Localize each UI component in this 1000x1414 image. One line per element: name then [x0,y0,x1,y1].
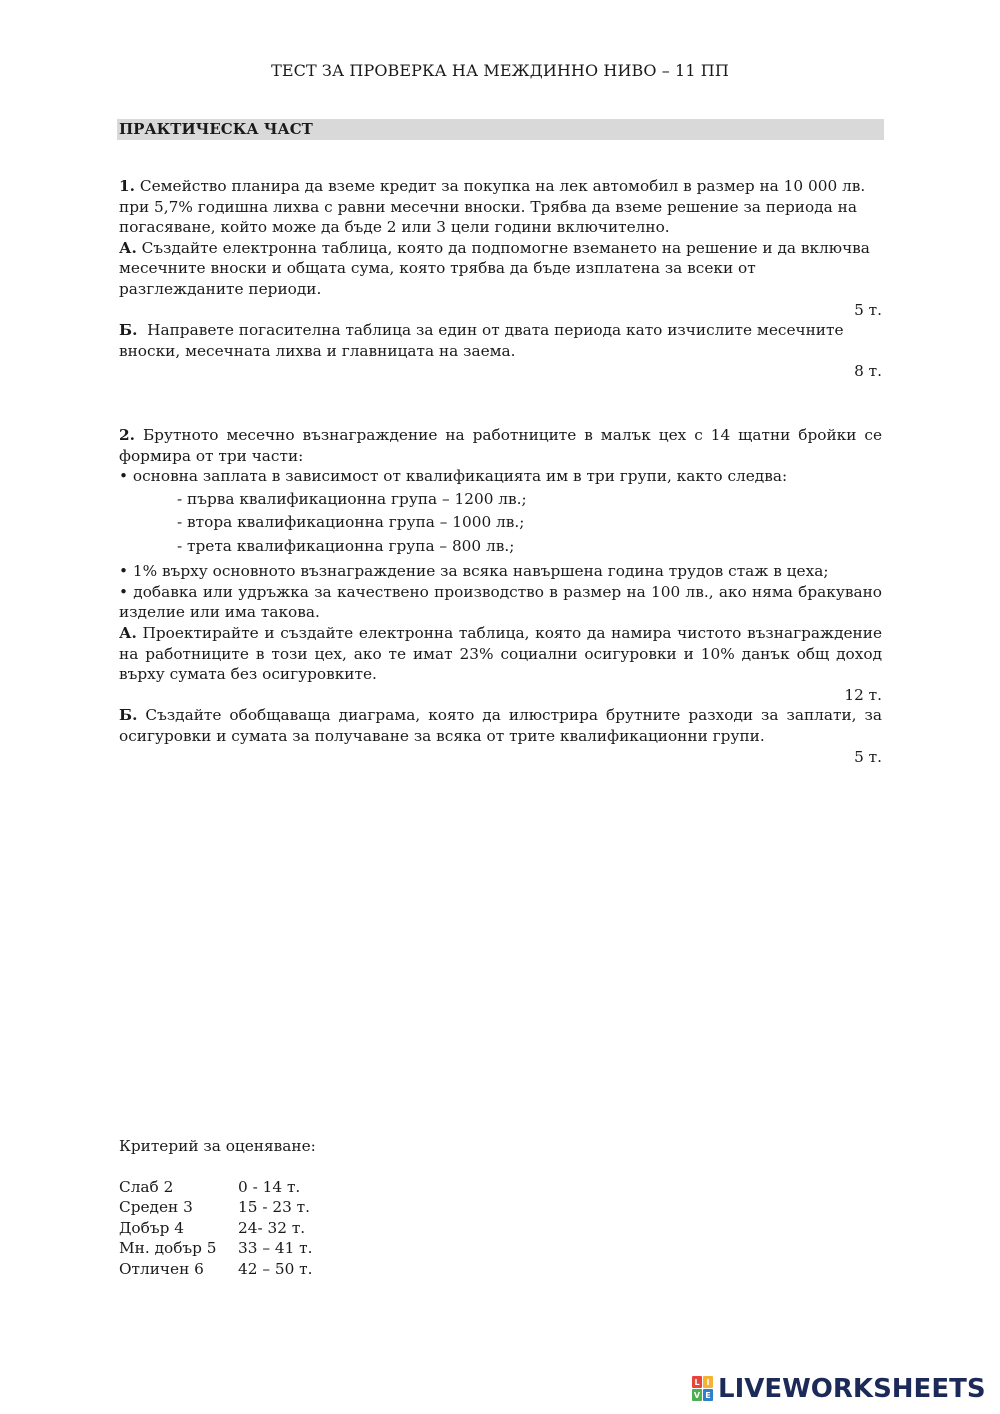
task-1-b-text: Направете погасителна таблица за един от двата периода като изчислите месечните вноски, месечната лихва и главницата на заема. [119,321,844,360]
svg-text:V: V [693,1391,701,1400]
page-title: ТЕСТ ЗА ПРОВЕРКА НА МЕЖДИННО НИВО – 11 ПП [271,61,729,80]
criteria-range: 42 – 50 т. [238,1259,313,1278]
task-1-a-text: Създайте електронна таблица, която да подпомогне вземането на решение и да включва месечните вноски и общата сума, която трябва да бъде изплатена за всеки от разглежданите периоди. [119,238,870,298]
task-1-a [119,238,882,300]
task-2-text: Брутното месечно възнаграждение на работниците в малък цех с 14 щатни бройки се формира от три части: [119,426,883,465]
task-1-a-points: 5 т. [854,300,882,319]
task-1-intro [119,176,882,238]
task-2-b-label: Б. [119,706,138,725]
section-heading: ПРАКТИЧЕСКА ЧАСТ [117,119,884,140]
svg-text:I: I [706,1378,710,1387]
task-2-bullet-1: • основна заплата в зависимост от квалификацията им в три групи, както следва: [119,467,788,486]
task-2-bullet-2: • 1% върху основното възнаграждение за всяка навършена година трудов стаж в цеха; [119,562,829,581]
task-2-b [119,705,882,746]
task-1-a-label: А. [119,238,137,257]
svg-text:E: E [705,1391,711,1400]
criteria-grade: Мн. добър 5 [119,1239,217,1258]
task-2 [119,425,882,767]
criteria-grade: Слаб 2 [119,1177,174,1196]
task-2-a-label: А. [119,624,137,643]
group-item: - втора квалификационна група – 1000 лв.; [177,513,525,532]
liveworksheets-logo[interactable] [692,1374,986,1404]
criteria-range: 24- 32 т. [238,1218,306,1237]
liveworksheets-logo-text: LIVEWORKSHEETS [718,1374,986,1404]
criteria-grade: Среден 3 [119,1198,193,1217]
criteria-grade: Отличен 6 [119,1259,204,1278]
criteria-row [119,1238,316,1259]
criteria-range: 0 - 14 т. [238,1177,301,1196]
task-2-number: 2. [119,426,135,444]
task-1-text: Семейство планира да вземе кредит за покупка на лек автомобил в размер на 10 000 лв. при 5,7% годишна лихва с равни месечни вноски. Трябва да вземе решение за периода на погасяване, който може да бъде 2 или 3 цели години включително. [119,177,866,237]
task-2-a-points: 12 т. [844,685,882,704]
criteria-range: 33 – 41 т. [238,1239,313,1258]
task-2-bullet-3: • добавка или удръжка за качествено производство в размер на 100 лв., ако няма бракувано изделие или има такова. [119,582,882,622]
task-1 [119,176,882,382]
task-1-b-points: 8 т. [854,362,882,381]
criteria-title: Критерий за оценяване: [119,1137,316,1155]
group-item: - първа квалификационна група – 1200 лв.; [177,489,527,508]
grading-criteria [119,1136,316,1280]
task-1-b-label: Б. [119,321,138,340]
task-2-a-text: Проектирайте и създайте електронна таблица, която да намира чистото възнаграждение на работниците в този цех, ако те имат 23% социални осигуровки и 10% данък общ доход върху сумата без осигуровките. [119,624,882,684]
svg-text:L: L [694,1378,700,1387]
liveworksheets-logo-icon [692,1376,714,1402]
criteria-row [119,1218,316,1239]
task-1-b [119,320,882,361]
task-2-intro [119,425,882,466]
group-item: - трета квалификационна група – 800 лв.; [177,536,515,555]
criteria-row [119,1259,316,1280]
task-2-b-points: 5 т. [854,747,882,766]
task-1-number: 1. [119,177,135,195]
criteria-row [119,1197,316,1218]
task-2-a [119,623,882,685]
criteria-range: 15 - 23 т. [238,1198,311,1217]
criteria-row [119,1177,316,1198]
task-2-b-text: Създайте обобщаваща диаграма, която да илюстрира брутните разходи за заплати, за осигуровки и сумата за получаване за всяка от трите квалификационни групи. [119,706,882,746]
criteria-grade: Добър 4 [119,1218,184,1237]
